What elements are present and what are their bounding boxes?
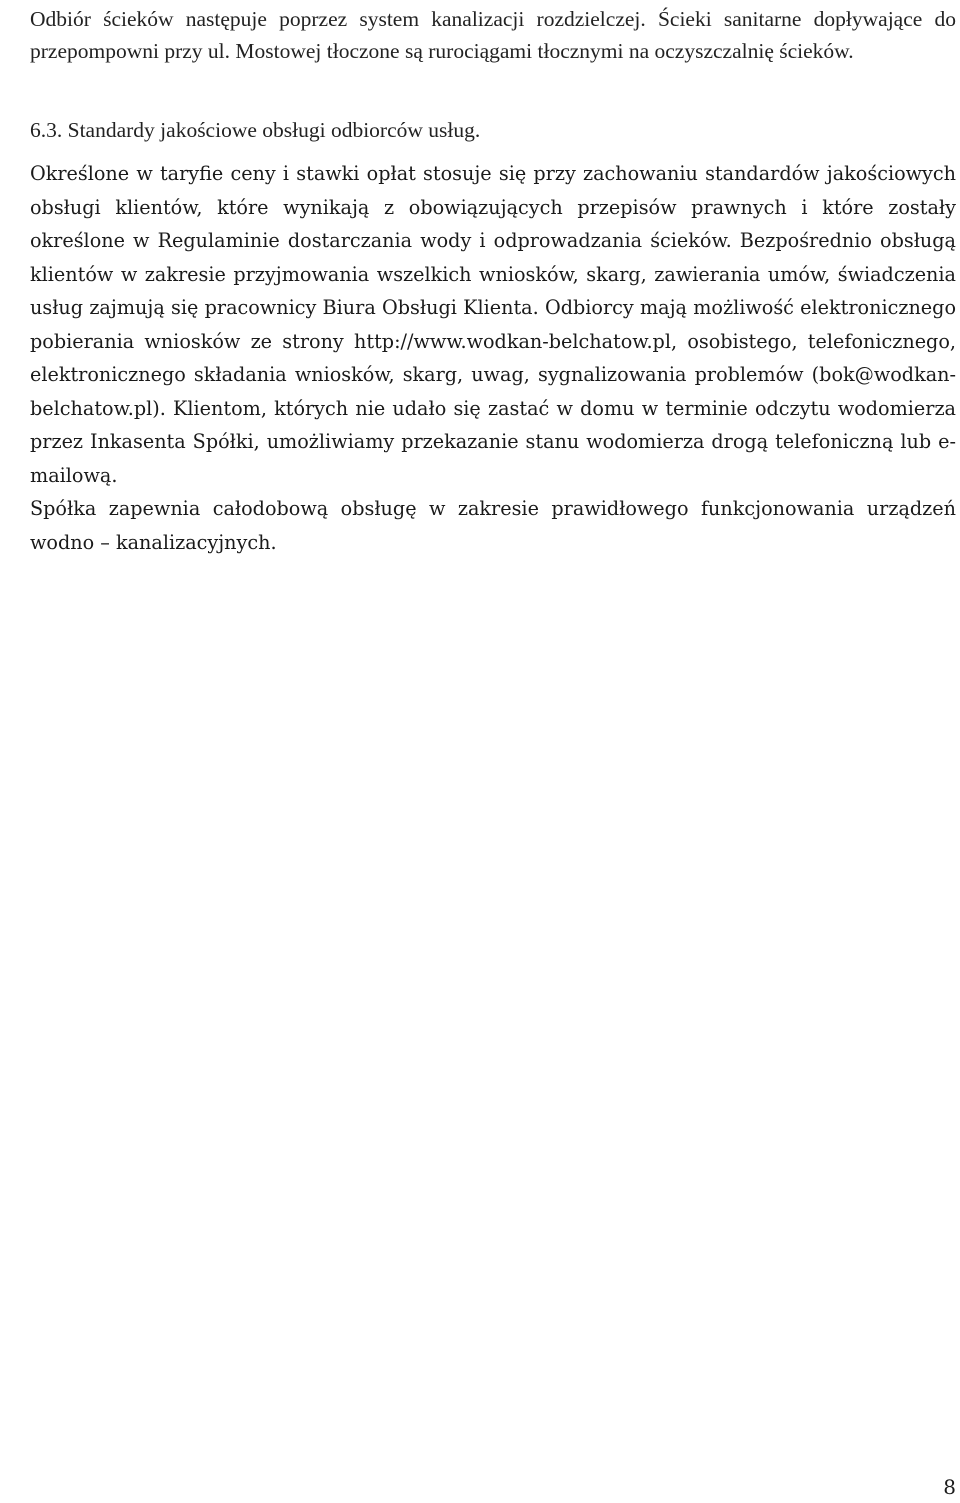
intro-paragraph: Odbiór ścieków następuje poprzez system kanalizacji rozdzielczej. Ścieki sanitarne dopływające do przepompowni przy ul. Mostowej tłoczone są rurociągami tłocznymi na oczyszczalnię ścieków.	[30, 7, 956, 63]
body-paragraph-2: Spółka zapewnia całodobową obsługę w zakresie prawidłowego funkcjonowania urządzeń wodno – kanalizacyjnych.	[30, 497, 956, 554]
body-paragraph-1: Określone w taryfie ceny i stawki opłat stosuje się przy zachowaniu standardów jakościowych obsługi klientów, które wynikają z obowiązujących przepisów prawnych i które zostały określone w Regulaminie dostarczania wody i odprowadzania ścieków. Bezpośrednio obsługą klientów w zakresie przyjmowania wszelkich wniosków, skarg, zawierania umów, świadczenia usług zajmują się pracownicy Biura Obsługi Klienta. Odbiorcy mają możliwość elektronicznego pobierania wniosków ze strony http://www.wodkan-belchatow.pl, osobistego, telefonicznego, elektronicznego składania wniosków, skarg, uwag, sygnalizowania problemów (bok@wodkan-belchatow.pl). Klientom, których nie udało się zastać w domu w terminie odczytu wodomierza przez Inkasenta Spółki, umożliwiamy przekazanie stanu wodomierza drogą telefoniczną lub e-mailową.	[30, 162, 956, 487]
section-heading: 6.3. Standardy jakościowe obsługi odbiorców usług.	[30, 118, 481, 142]
section-body	[30, 157, 956, 559]
page-number: 8	[943, 1475, 956, 1499]
